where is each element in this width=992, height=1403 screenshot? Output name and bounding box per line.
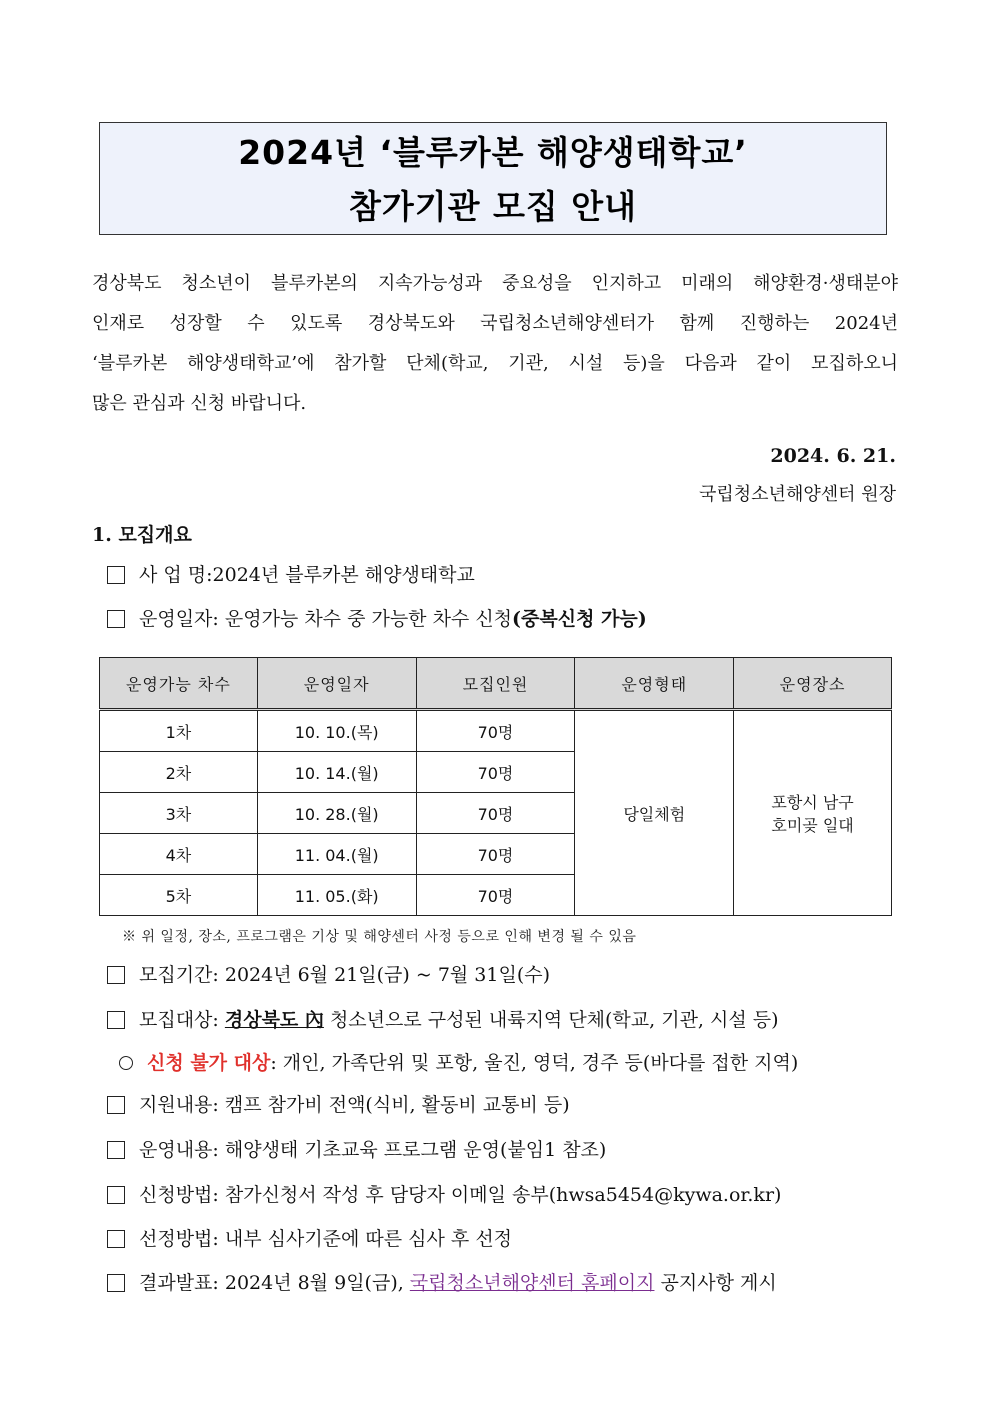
header-capacity: 모집인원 bbox=[416, 658, 575, 710]
title-line-2: 참가기관 모집 안내 bbox=[348, 187, 637, 226]
apply-value: 참가신청서 작성 후 담당자 이메일 송부(hwsa5454@kywa.or.kr) bbox=[224, 1184, 782, 1206]
content-item bbox=[107, 1135, 606, 1165]
cell-format: 당일체험 bbox=[575, 710, 734, 916]
target-item bbox=[107, 1005, 779, 1035]
intro-line-3: ‘블루카본 해양생태학교’에 참가할 단체(학교, 기관, 시설 등)을 다음과 같이 모집하오니 bbox=[92, 353, 898, 374]
title-box bbox=[99, 122, 887, 235]
apply-item bbox=[107, 1180, 781, 1210]
checkbox-icon bbox=[107, 610, 125, 628]
checkbox-icon bbox=[107, 1186, 125, 1204]
target-value: 청소년으로 구성된 내륙지역 단체(학교, 기관, 시설 등) bbox=[323, 1009, 779, 1031]
content-label: 운영내용: bbox=[139, 1139, 219, 1161]
cell-date: 10. 14.(월) bbox=[257, 752, 416, 793]
intro-paragraph bbox=[92, 264, 898, 424]
table-note: ※ 위 일정, 장소, 프로그램은 기상 및 해양센터 사정 등으로 인해 변경 될 수 있음 bbox=[122, 929, 637, 945]
select-label: 선정방법: bbox=[139, 1228, 219, 1250]
notice-date: 2024. 6. 21. bbox=[770, 445, 896, 467]
cell-date: 11. 05.(화) bbox=[257, 875, 416, 916]
schedule-table bbox=[99, 657, 892, 916]
cell-capacity: 70명 bbox=[416, 875, 575, 916]
excluded-item bbox=[119, 1048, 798, 1078]
homepage-link[interactable]: 국립청소년해양센터 홈페이지 bbox=[409, 1272, 655, 1294]
support-label: 지원내용: bbox=[139, 1094, 219, 1116]
cell-round: 4차 bbox=[100, 834, 258, 875]
project-value: 2024년 블루카본 해양생태학교 bbox=[212, 564, 475, 586]
schedule-label: 운영일자: bbox=[139, 608, 219, 630]
title-line-1: 2024년 ‘블루카본 해양생태학교’ bbox=[238, 133, 748, 172]
table-header-row bbox=[100, 658, 892, 710]
cell-round: 1차 bbox=[100, 710, 258, 752]
cell-date: 10. 28.(월) bbox=[257, 793, 416, 834]
checkbox-icon bbox=[107, 966, 125, 984]
checkbox-icon bbox=[107, 1011, 125, 1029]
section-heading: 1. 모집개요 bbox=[92, 524, 192, 546]
project-label: 사 업 명: bbox=[139, 564, 213, 586]
location-line-1: 포항시 남구 bbox=[771, 793, 854, 812]
intro-line-4: 많은 관심과 신청 바랍니다. bbox=[92, 393, 307, 414]
cell-capacity: 70명 bbox=[416, 710, 575, 752]
checkbox-icon bbox=[107, 1096, 125, 1114]
content-value: 해양생태 기초교육 프로그램 운영(붙임1 참조) bbox=[224, 1139, 607, 1161]
header-date: 운영일자 bbox=[257, 658, 416, 710]
cell-round: 2차 bbox=[100, 752, 258, 793]
result-item bbox=[107, 1268, 777, 1298]
period-item bbox=[107, 960, 550, 990]
period-label: 모집기간: bbox=[139, 964, 219, 986]
period-value: 2024년 6월 21일(금) ~ 7월 31일(수) bbox=[224, 964, 551, 986]
cell-round: 5차 bbox=[100, 875, 258, 916]
schedule-bold: (중복신청 가능) bbox=[512, 608, 647, 630]
schedule-value: 운영가능 차수 중 가능한 차수 신청 bbox=[224, 608, 513, 630]
sender: 국립청소년해양센터 원장 bbox=[699, 484, 896, 505]
target-label: 모집대상: bbox=[139, 1009, 219, 1031]
cell-location bbox=[734, 710, 892, 916]
result-label: 결과발표: bbox=[139, 1272, 219, 1294]
checkbox-icon bbox=[107, 1230, 125, 1248]
intro-line-2: 인재로 성장할 수 있도록 경상북도와 국립청소년해양센터가 함께 진행하는 2024년 bbox=[92, 313, 898, 334]
intro-line-1: 경상북도 청소년이 블루카본의 지속가능성과 중요성을 인지하고 미래의 해양환경·생태분야 bbox=[92, 273, 898, 294]
checkbox-icon bbox=[107, 1141, 125, 1159]
support-value: 캠프 참가비 전액(식비, 활동비 교통비 등) bbox=[224, 1094, 570, 1116]
excluded-value: : 개인, 가족단위 및 포항, 울진, 영덕, 경주 등(바다를 접한 지역) bbox=[270, 1052, 799, 1074]
select-item bbox=[107, 1224, 512, 1254]
cell-capacity: 70명 bbox=[416, 752, 575, 793]
header-round: 운영가능 차수 bbox=[100, 658, 258, 710]
apply-label: 신청방법: bbox=[139, 1184, 219, 1206]
excluded-label: 신청 불가 대상 bbox=[147, 1052, 271, 1074]
schedule-item bbox=[107, 604, 647, 634]
table-row bbox=[100, 710, 892, 752]
result-tail: 공지사항 게시 bbox=[654, 1272, 777, 1294]
cell-capacity: 70명 bbox=[416, 793, 575, 834]
location-line-2: 호미곶 일대 bbox=[771, 816, 854, 835]
select-value: 내부 심사기준에 따른 심사 후 선정 bbox=[224, 1228, 513, 1250]
cell-capacity: 70명 bbox=[416, 834, 575, 875]
header-format: 운영형태 bbox=[575, 658, 734, 710]
checkbox-icon bbox=[107, 1274, 125, 1292]
project-name-item bbox=[107, 560, 475, 590]
checkbox-icon bbox=[107, 566, 125, 584]
cell-date: 10. 10.(목) bbox=[257, 710, 416, 752]
target-bold: 경상북도 內 bbox=[224, 1009, 324, 1031]
support-item bbox=[107, 1090, 570, 1120]
cell-round: 3차 bbox=[100, 793, 258, 834]
circle-bullet-icon bbox=[119, 1056, 133, 1070]
cell-date: 11. 04.(월) bbox=[257, 834, 416, 875]
header-location: 운영장소 bbox=[734, 658, 892, 710]
result-value: 2024년 8월 9일(금), bbox=[224, 1272, 410, 1294]
